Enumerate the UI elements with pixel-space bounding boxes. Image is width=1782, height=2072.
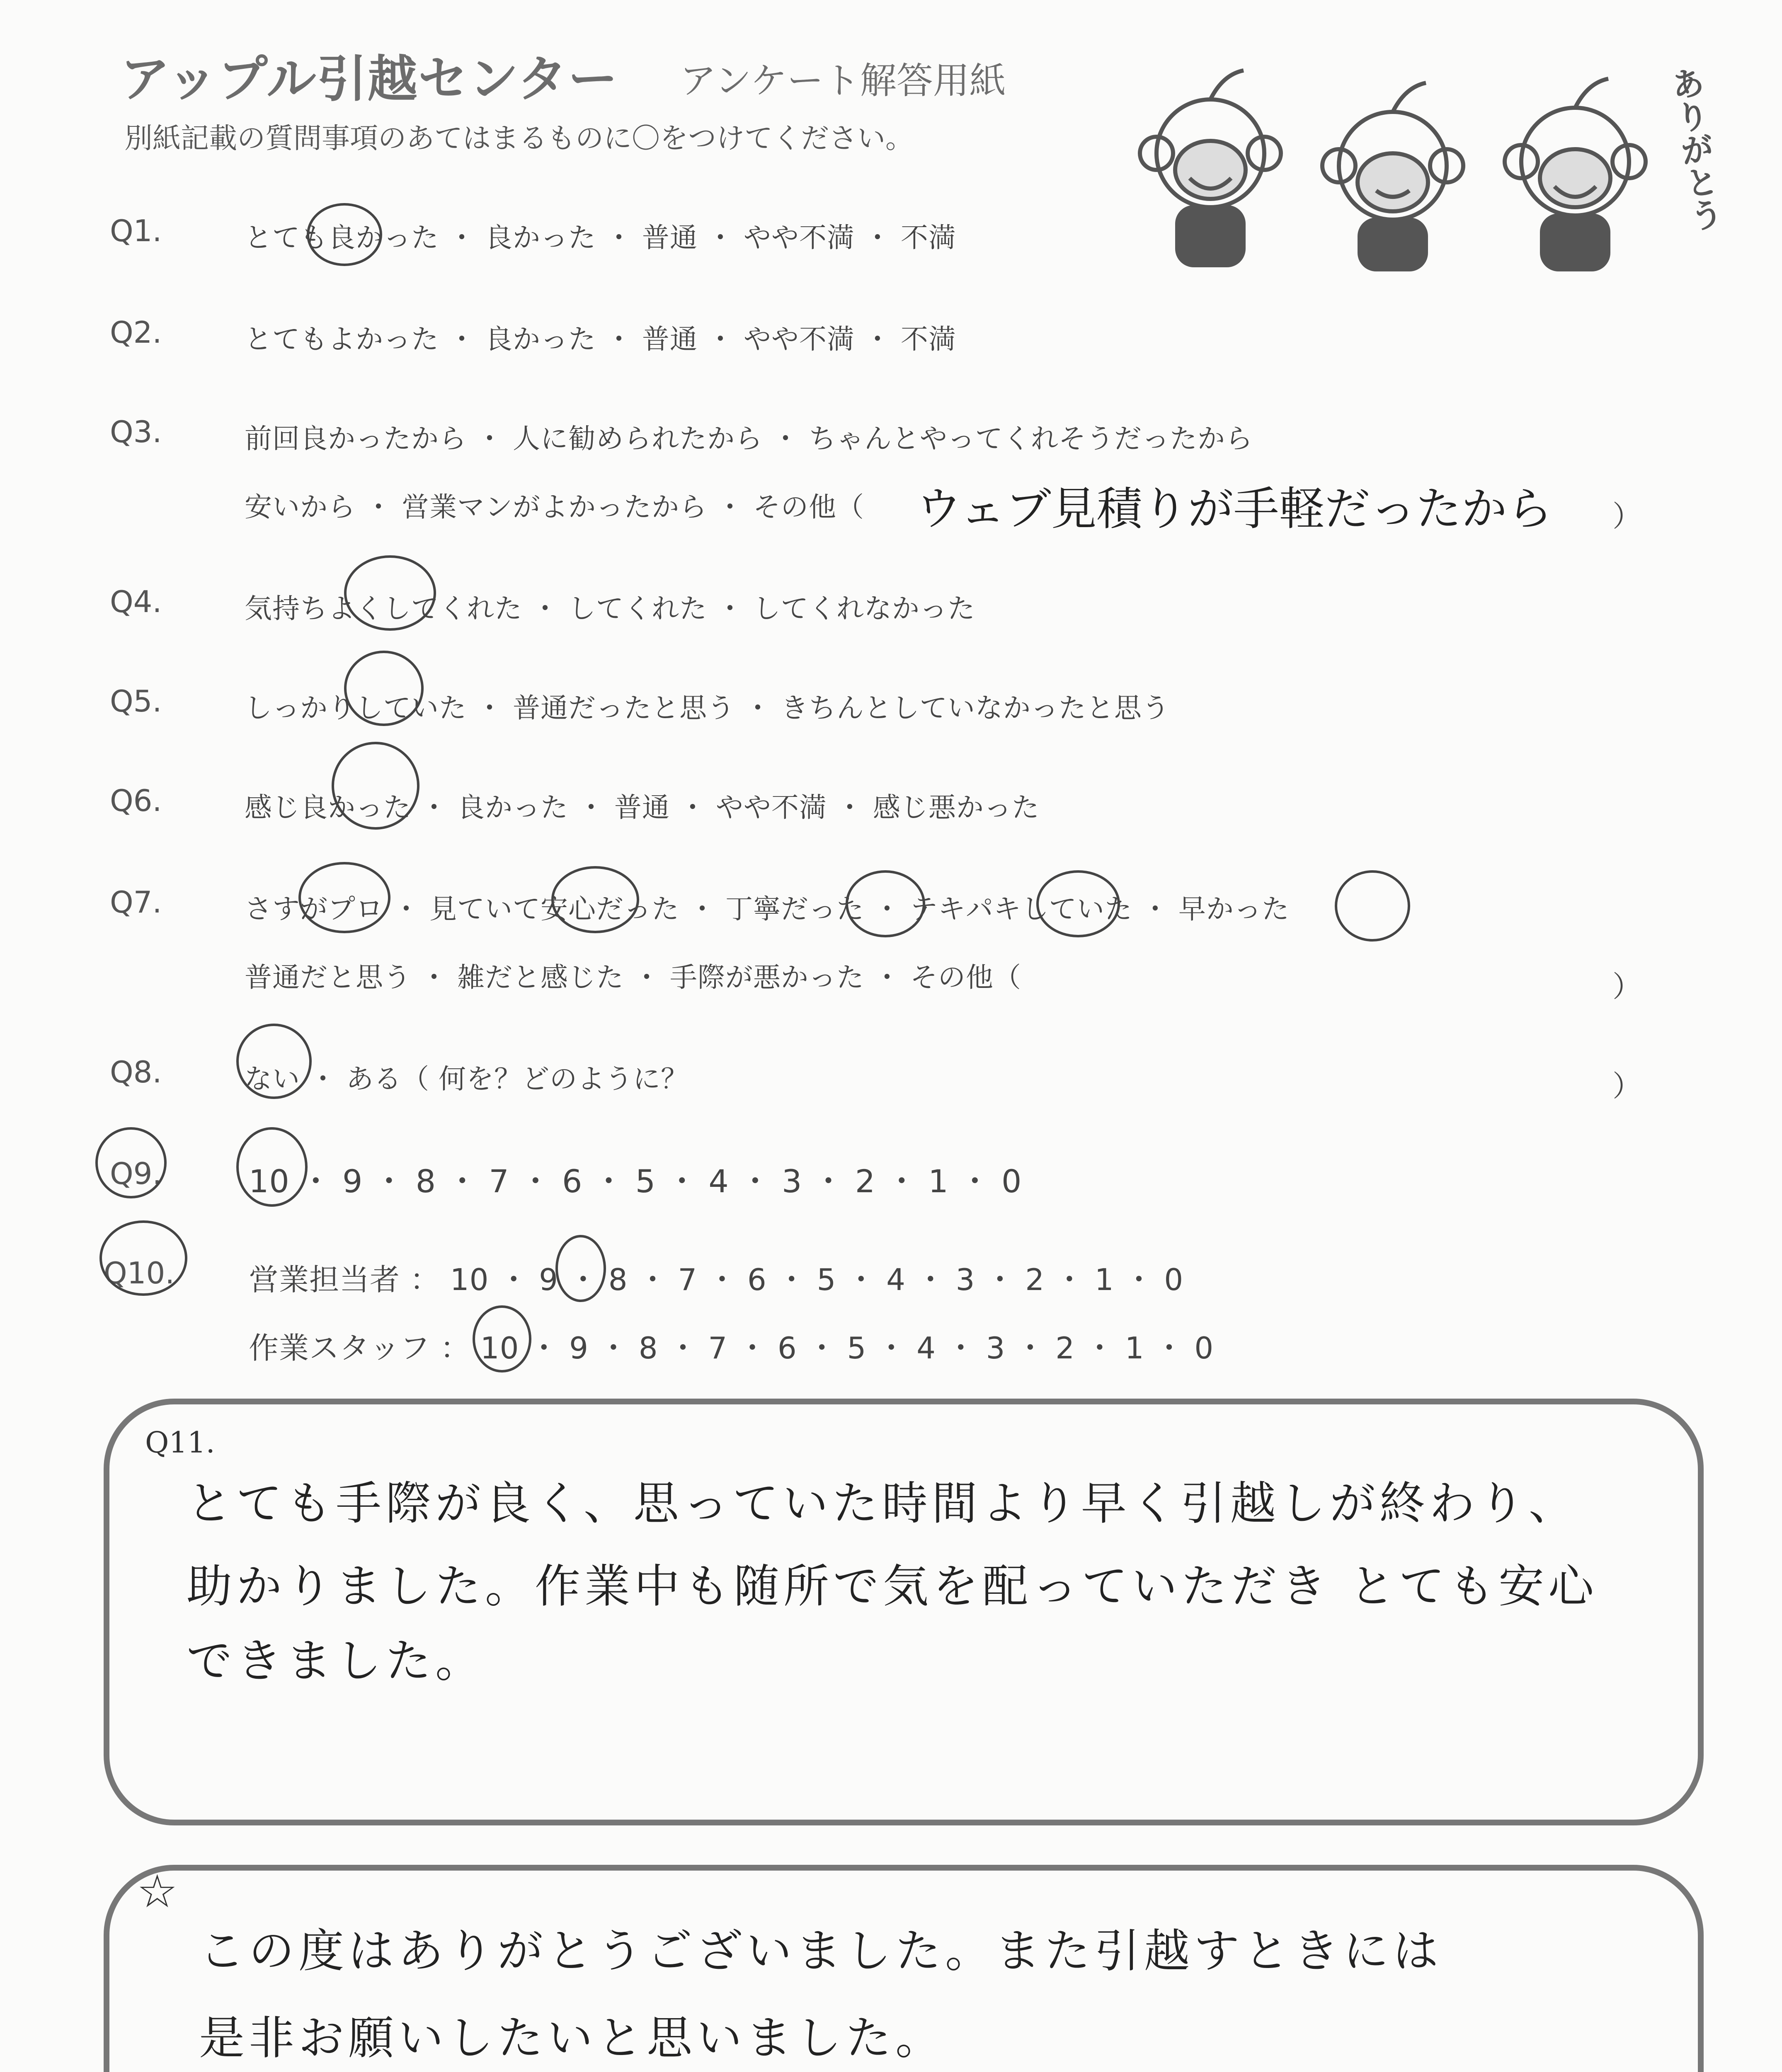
q9-number-circle (95, 1127, 167, 1198)
q6-answer-circle (332, 742, 419, 830)
q7-hayakatta-circle (1335, 870, 1410, 942)
q10-staff-scale: 作業スタッフ ： 10 ・ 9 ・ 8 ・ 7 ・ 6 ・ 5 ・ 4 ・ 3 ・ 2 ・ 1 ・ 0 (249, 1331, 1214, 1365)
q8-options: ない ・ ある（ 何を？どのように？ (245, 1063, 689, 1095)
q3-other-answer: ウェブ見積りが手軽だったから (916, 482, 1553, 535)
q10-staff-answer-circle (473, 1305, 531, 1372)
q5-answer-circle (344, 651, 424, 726)
q11-comment-line3: できました。 (187, 1634, 485, 1687)
q11-comment-line1: とても手際が良く、思っていた時間より早く引越しが終わり、 (187, 1477, 1578, 1530)
q9-number: Q9. (110, 1156, 162, 1191)
monkey-1-icon (1140, 70, 1281, 265)
q7-anshin-circle (551, 866, 639, 933)
q5-options: しっかりしていた ・ 普通だったと思う ・ きちんとしていなかったと思う (245, 692, 1170, 724)
q10-number-circle (99, 1220, 187, 1296)
q2-options: とてもよかった ・ 良かった ・ 普通 ・ やや不満 ・ 不満 (245, 323, 956, 355)
q7-pro-circle (298, 862, 390, 933)
q11-label: Q11. (145, 1426, 215, 1460)
q5-number: Q5. (110, 684, 162, 719)
q6-number: Q6. (110, 783, 162, 818)
q7-options-line1: さすがプロ ・ 見ていて安心だった ・ 丁寧だった ・ テキパキしていた ・ 早かった (245, 893, 1290, 925)
monkey-2-icon (1322, 83, 1463, 269)
instruction-text: 別紙記載の質問事項のあてはまるものに〇をつけてください。 (124, 122, 914, 155)
q3-number: Q3. (110, 414, 162, 449)
q4-options: 気持ちよくしてくれた ・ してくれた ・ してくれなかった (245, 593, 975, 625)
message-line2: 是非お願いしたいと思いました。 (199, 2011, 945, 2065)
q8-answer-circle (236, 1024, 312, 1099)
q6-options: 感じ良かった ・ 良かった ・ 普通 ・ やや不満 ・ 感じ悪かった (245, 792, 1040, 823)
q11-comment-line2: 助かりました。作業中も随所で気を配っていただき とても安心 (187, 1560, 1598, 1613)
q1-options: とても良かった ・ 良かった ・ 普通 ・ やや不満 ・ 不満 (245, 222, 956, 254)
q1-answer-circle (307, 203, 382, 266)
q3-close-paren: ） (1612, 499, 1641, 533)
q8-number: Q8. (110, 1055, 162, 1089)
q4-answer-circle (344, 555, 436, 631)
q7-number: Q7. (110, 885, 162, 920)
q7-close-paren: ） (1612, 970, 1641, 1004)
star-icon: ☆ (137, 1865, 178, 1918)
form-title: アンケート解答用紙 (680, 59, 1006, 102)
q7-teinei-circle (846, 870, 925, 937)
company-name: アップル引越センター (120, 51, 618, 108)
q4-number: Q4. (110, 584, 162, 619)
monkey-mascot-illustration (1127, 58, 1708, 274)
q7-tekipaki-circle (1036, 870, 1120, 937)
q10-sales-answer-circle (555, 1235, 606, 1302)
q2-number: Q2. (110, 315, 162, 350)
q3-options-line1: 前回良かったから ・ 人に勧められたから ・ ちゃんとやってくれそうだったから (245, 423, 1253, 455)
q9-answer-circle (236, 1127, 308, 1207)
q10-number: Q10. (104, 1256, 175, 1290)
q8-close-paren: ） (1612, 1069, 1641, 1103)
q10-sales-scale: 営業担当者 ： 10 ・ 9 ・ 8 ・ 7 ・ 6 ・ 5 ・ 4 ・ 3 ・ 2 ・ 1 ・ 0 (249, 1262, 1184, 1297)
q7-options-line2: 普通だと思う ・ 雑だと感じた ・ 手際が悪かった ・ その他（ (245, 961, 1021, 993)
monkey-3-icon (1505, 79, 1646, 269)
message-line1: この度はありがとうございました。また引越すときには (199, 1924, 1443, 1978)
mascot-caption: ありがとう (1663, 64, 1725, 234)
q1-number: Q1. (110, 213, 162, 248)
q3-options-line2: 安いから ・ 営業マンがよかったから ・ その他（ (245, 491, 864, 523)
q9-scale: 10 ・ 9 ・ 8 ・ 7 ・ 6 ・ 5 ・ 4 ・ 3 ・ 2 ・ 1 ・ 0 (249, 1163, 1022, 1200)
